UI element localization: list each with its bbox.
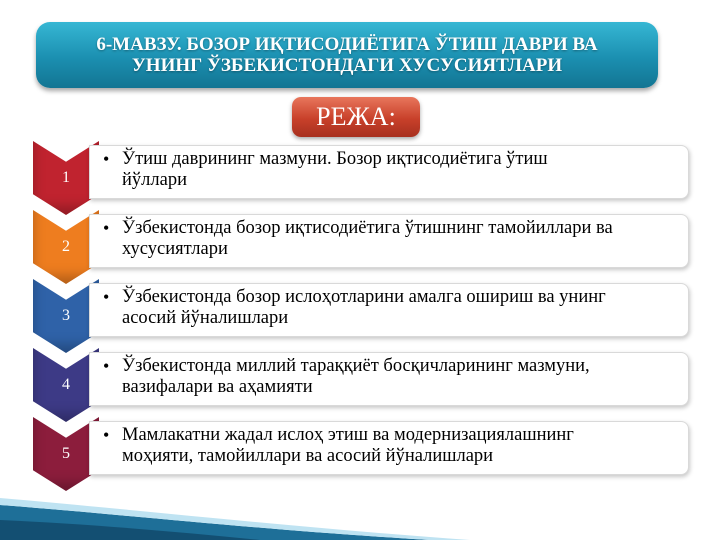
decorative-swoosh [0,450,720,540]
slide-title-line-1: 6-МАВЗУ. БОЗОР ИҚТИСОДИЁТИГА ЎТИШ ДАВРИ ВА [96,34,598,55]
item-text [122,287,682,329]
item-text-box [89,283,689,337]
item-text-line-2: асосий йўналишлари [122,308,289,328]
item-text-line-2: хусусиятлари [122,239,228,259]
slide-title [36,22,658,88]
bullet-icon: • [103,149,110,169]
item-text-line-2: йўллари [122,170,187,190]
plan-item-4 [33,352,689,408]
item-text [122,356,682,398]
plan-item-2 [33,214,689,270]
item-text-line-2: моҳияти, тамойиллари ва асосий йўналишлари [122,446,494,466]
item-text-box [89,214,689,268]
item-number: 1 [62,169,70,186]
item-text-line-1: Ўтиш даврининг мазмуни. Бозор иқтисодиётига ўтиш [122,149,548,169]
item-number: 5 [62,445,70,462]
item-text-line-1: Ўзбекистонда миллий тараққиёт босқичларининг мазмуни, [122,356,590,376]
item-text-line-1: Мамлакатни жадал ислоҳ этиш ва модернизациялашнинг [122,425,574,445]
item-number: 2 [62,238,70,255]
item-number: 4 [62,376,70,393]
slide-title-line-2: УНИНГ ЎЗБЕКИСТОНДАГИ ХУСУСИЯТЛАРИ [131,55,563,76]
plan-item-3 [33,283,689,339]
item-text-box [89,352,689,406]
plan-badge: РЕЖА: [292,97,420,137]
bullet-icon: • [103,356,110,376]
item-text-line-2: вазифалари ва аҳамияти [122,377,313,397]
item-text-line-1: Ўзбекистонда бозор иқтисодиётига ўтишнинг тамойиллари ва [122,218,613,238]
item-text [122,149,682,191]
bullet-icon: • [103,218,110,238]
item-text [122,218,682,260]
item-text-box [89,145,689,199]
plan-item-1 [33,145,689,201]
item-number: 3 [62,307,70,324]
bullet-icon: • [103,425,110,445]
item-text-line-1: Ўзбекистонда бозор ислоҳотларини амалга ошириш ва унинг [122,287,606,307]
bullet-icon: • [103,287,110,307]
